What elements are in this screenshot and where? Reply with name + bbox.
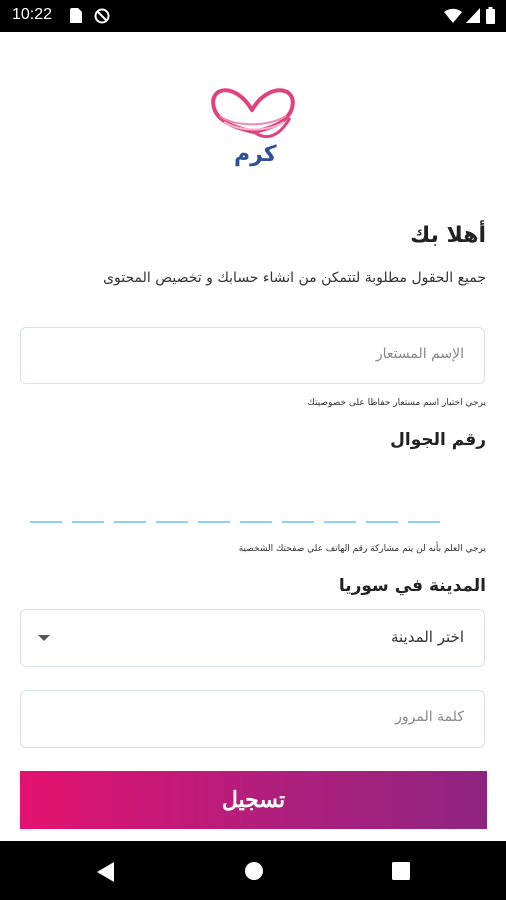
phone-helper: يرجي العلم بأنه لن يتم مشاركة رقم الهاتف علي صفحتك الشخصية [238, 544, 486, 554]
recents-icon[interactable] [392, 862, 410, 880]
phone-otp-input[interactable] [30, 521, 440, 524]
home-icon[interactable] [244, 861, 264, 881]
dropdown-arrow-icon [38, 635, 50, 641]
register-button[interactable]: تسجيل [20, 771, 487, 829]
city-selected-value: اختر المدينة [390, 628, 464, 646]
phone-digit-slot[interactable] [198, 521, 230, 523]
sim-card-icon [70, 8, 82, 23]
password-placeholder: كلمة المرور [395, 709, 464, 725]
nickname-input[interactable] [20, 327, 485, 384]
navigation-bar [0, 841, 506, 900]
wifi-icon [444, 8, 462, 23]
phone-digit-slot[interactable] [156, 521, 188, 523]
phone-digit-slot[interactable] [240, 521, 272, 523]
signal-icon [466, 8, 480, 23]
status-bar [0, 0, 506, 32]
phone-label: رقم الجوال [390, 430, 486, 450]
logo-text: كرم [234, 142, 277, 167]
phone-digit-slot[interactable] [366, 521, 398, 523]
welcome-subtitle: جميع الحقول مطلوبة لتتمكن من انشاء حسابك و تخصيص المحتوى [103, 270, 486, 286]
nickname-helper: يرجي اختيار اسم مستعار حفاظا على خصوصيتك [307, 398, 486, 408]
status-time: 10:22 [12, 6, 53, 23]
city-label: المدينة في سوريا [338, 576, 486, 596]
phone-digit-slot[interactable] [30, 521, 62, 523]
phone-digit-slot[interactable] [114, 521, 146, 523]
battery-icon [486, 7, 495, 24]
phone-digit-slot[interactable] [324, 521, 356, 523]
password-input[interactable] [20, 690, 485, 748]
app-logo [206, 72, 302, 172]
phone-digit-slot[interactable] [282, 521, 314, 523]
phone-digit-slot[interactable] [72, 521, 104, 523]
no-disturb-icon [94, 8, 110, 24]
welcome-title: أهلا بك [410, 223, 486, 248]
nickname-placeholder: الإسم المستعار [375, 346, 464, 362]
back-icon[interactable] [96, 861, 116, 883]
phone-digit-slot[interactable] [408, 521, 440, 523]
city-select[interactable] [20, 609, 485, 667]
